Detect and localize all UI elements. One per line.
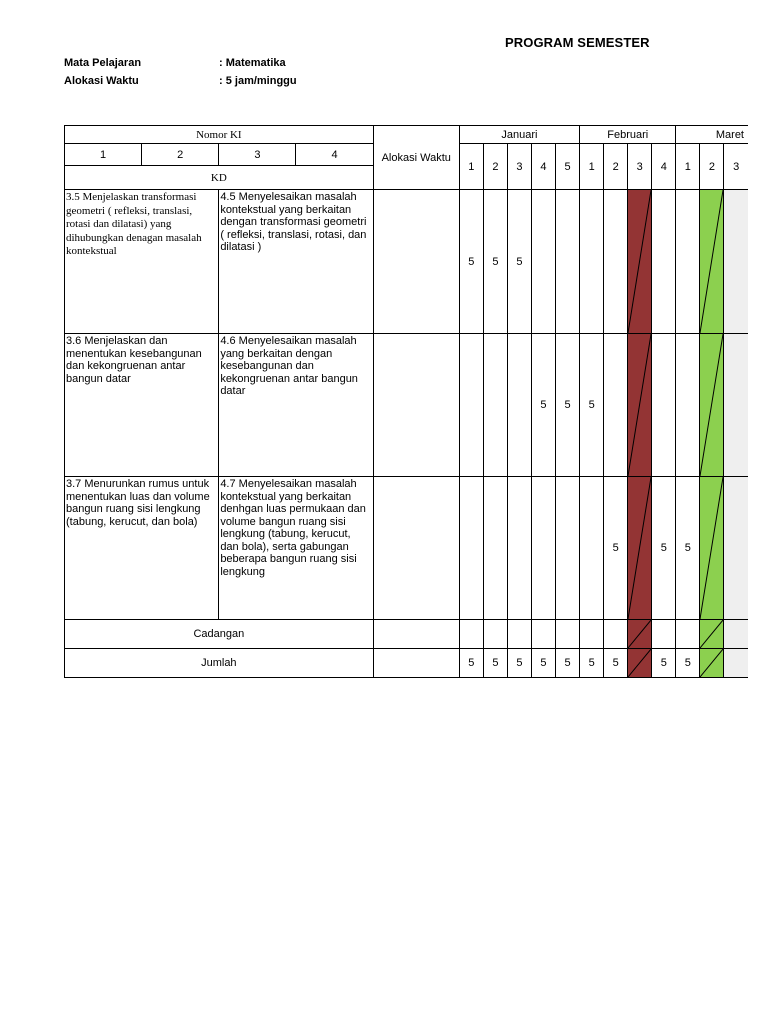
kd-row-3-week-6	[580, 477, 604, 620]
kd4-text: 4.7 Menyelesaikan masalah kontekstual yang berkaitan denhgan luas permukaan dan volume bangun ruang sisi lengkung (tabung, kerucut, dan bola), serta gabungan beberapa bangun ruang sisi lengkung	[219, 477, 373, 620]
kd-row-3-week-10: 5	[676, 477, 700, 620]
kd-row-3-week-4	[531, 477, 555, 620]
week-header-12: 3	[724, 144, 748, 190]
diagonal-mark	[700, 334, 723, 476]
cadangan-row	[65, 620, 749, 649]
cadangan-week-1	[459, 620, 483, 649]
week-header-8: 3	[628, 144, 652, 190]
kd-row-1-week-1: 5	[459, 190, 483, 334]
week-header-4: 4	[531, 144, 555, 190]
cadangan-week-6	[580, 620, 604, 649]
alokasi-cell	[373, 334, 459, 477]
kd-header: KD	[65, 166, 374, 190]
diagonal-mark	[700, 649, 723, 677]
diagonal-mark	[628, 649, 651, 677]
week-header-5: 5	[556, 144, 580, 190]
kd-row-3-week-5	[556, 477, 580, 620]
subject-value: : Matematika	[219, 57, 286, 69]
kd-row	[65, 190, 749, 334]
cadangan-week-3	[507, 620, 531, 649]
week-header-9: 4	[652, 144, 676, 190]
kd-row-1-week-11	[700, 190, 724, 334]
ki-number-2: 2	[142, 144, 219, 166]
kd-row-2-week-10	[676, 334, 700, 477]
cadangan-week-12	[724, 620, 748, 649]
ki-number-4: 4	[296, 144, 373, 166]
nomor-ki-header: Nomor KI	[65, 126, 374, 144]
kd-row-2-week-5: 5	[556, 334, 580, 477]
kd-row-2-week-1	[459, 334, 483, 477]
jumlah-label: Jumlah	[65, 649, 374, 678]
diagonal-mark	[628, 477, 651, 619]
jumlah-week-10: 5	[676, 649, 700, 678]
kd-row-1-week-7	[604, 190, 628, 334]
kd-row-3-week-3	[507, 477, 531, 620]
cadangan-label: Cadangan	[65, 620, 374, 649]
kd-row	[65, 334, 749, 477]
alokasi-cell	[373, 620, 459, 649]
kd-row-1-week-3: 5	[507, 190, 531, 334]
kd-row-2-week-11	[700, 334, 724, 477]
kd-row-1-week-6	[580, 190, 604, 334]
kd-row-2-week-4: 5	[531, 334, 555, 477]
jumlah-row	[65, 649, 749, 678]
cadangan-week-5	[556, 620, 580, 649]
alokasi-waktu-header: Alokasi Waktu	[373, 126, 459, 190]
kd-row-2-week-9	[652, 334, 676, 477]
kd-row-1-week-9	[652, 190, 676, 334]
kd-row	[65, 477, 749, 620]
cadangan-week-10	[676, 620, 700, 649]
kd-row-2-week-2	[483, 334, 507, 477]
jumlah-week-12	[724, 649, 748, 678]
ki-number-3: 3	[219, 144, 296, 166]
alokasi-cell	[373, 649, 459, 678]
kd-row-1-week-12	[724, 190, 748, 334]
jumlah-week-8	[628, 649, 652, 678]
kd4-text: 4.5 Menyelesaikan masalah kontekstual yang berkaitan dengan transformasi geometri ( refleksi, translasi, rotasi, dan dilatasi )	[219, 190, 373, 334]
kd3-text: 3.7 Menurunkan rumus untuk menentukan luas dan volume bangun ruang sisi lengkung (tabung, kerucut, dan bola)	[65, 477, 219, 620]
jumlah-week-2: 5	[483, 649, 507, 678]
week-header-10: 1	[676, 144, 700, 190]
week-header-1: 1	[459, 144, 483, 190]
semester-program-table	[64, 125, 748, 678]
week-header-11: 2	[700, 144, 724, 190]
jumlah-week-4: 5	[531, 649, 555, 678]
alokasi-cell	[373, 477, 459, 620]
diagonal-mark	[700, 620, 723, 648]
kd3-text: 3.5 Menjelaskan transformasi geometri ( refleksi, translasi, rotasi dan dilatasi) yang dihubungkan denagan masalah kontekstual	[65, 190, 219, 334]
cadangan-week-8	[628, 620, 652, 649]
week-header-3: 3	[507, 144, 531, 190]
kd-row-2-week-12	[724, 334, 748, 477]
jumlah-week-9: 5	[652, 649, 676, 678]
kd-row-3-week-12	[724, 477, 748, 620]
jumlah-week-1: 5	[459, 649, 483, 678]
kd-row-1-week-5	[556, 190, 580, 334]
jumlah-week-7: 5	[604, 649, 628, 678]
jumlah-week-11	[700, 649, 724, 678]
cadangan-week-2	[483, 620, 507, 649]
kd-row-1-week-2: 5	[483, 190, 507, 334]
month-header-februari: Februari	[580, 126, 676, 144]
kd3-text: 3.6 Menjelaskan dan menentukan kesebangunan dan kekongruenan antar bangun datar	[65, 334, 219, 477]
kd4-text: 4.6 Menyelesaikan masalah yang berkaitan dengan kesebangunan dan kekongruenan antar bangun datar	[219, 334, 373, 477]
diagonal-mark	[628, 334, 651, 476]
time-allocation-label: Alokasi Waktu	[64, 75, 139, 87]
jumlah-week-3: 5	[507, 649, 531, 678]
kd-row-3-week-8	[628, 477, 652, 620]
kd-row-3-week-1	[459, 477, 483, 620]
kd-row-1-week-4	[531, 190, 555, 334]
kd-row-2-week-3	[507, 334, 531, 477]
kd-row-2-week-6: 5	[580, 334, 604, 477]
cadangan-week-7	[604, 620, 628, 649]
kd-row-2-week-7	[604, 334, 628, 477]
kd-row-3-week-2	[483, 477, 507, 620]
diagonal-mark	[700, 190, 723, 333]
kd-row-3-week-11	[700, 477, 724, 620]
month-header-januari: Januari	[459, 126, 579, 144]
subject-label: Mata Pelajaran	[64, 57, 142, 69]
week-header-6: 1	[580, 144, 604, 190]
diagonal-mark	[700, 477, 723, 619]
diagonal-mark	[628, 620, 651, 648]
cadangan-week-4	[531, 620, 555, 649]
kd-row-1-week-8	[628, 190, 652, 334]
page-title: PROGRAM SEMESTER	[505, 35, 650, 50]
kd-row-3-week-9: 5	[652, 477, 676, 620]
cadangan-week-9	[652, 620, 676, 649]
jumlah-week-6: 5	[580, 649, 604, 678]
month-header-maret: Maret	[676, 126, 748, 144]
diagonal-mark	[628, 190, 651, 333]
time-allocation-value: : 5 jam/minggu	[219, 75, 297, 87]
kd-row-1-week-10	[676, 190, 700, 334]
jumlah-week-5: 5	[556, 649, 580, 678]
alokasi-cell	[373, 190, 459, 334]
week-header-7: 2	[604, 144, 628, 190]
kd-row-3-week-7: 5	[604, 477, 628, 620]
week-header-2: 2	[483, 144, 507, 190]
cadangan-week-11	[700, 620, 724, 649]
ki-number-1: 1	[65, 144, 142, 166]
kd-row-2-week-8	[628, 334, 652, 477]
